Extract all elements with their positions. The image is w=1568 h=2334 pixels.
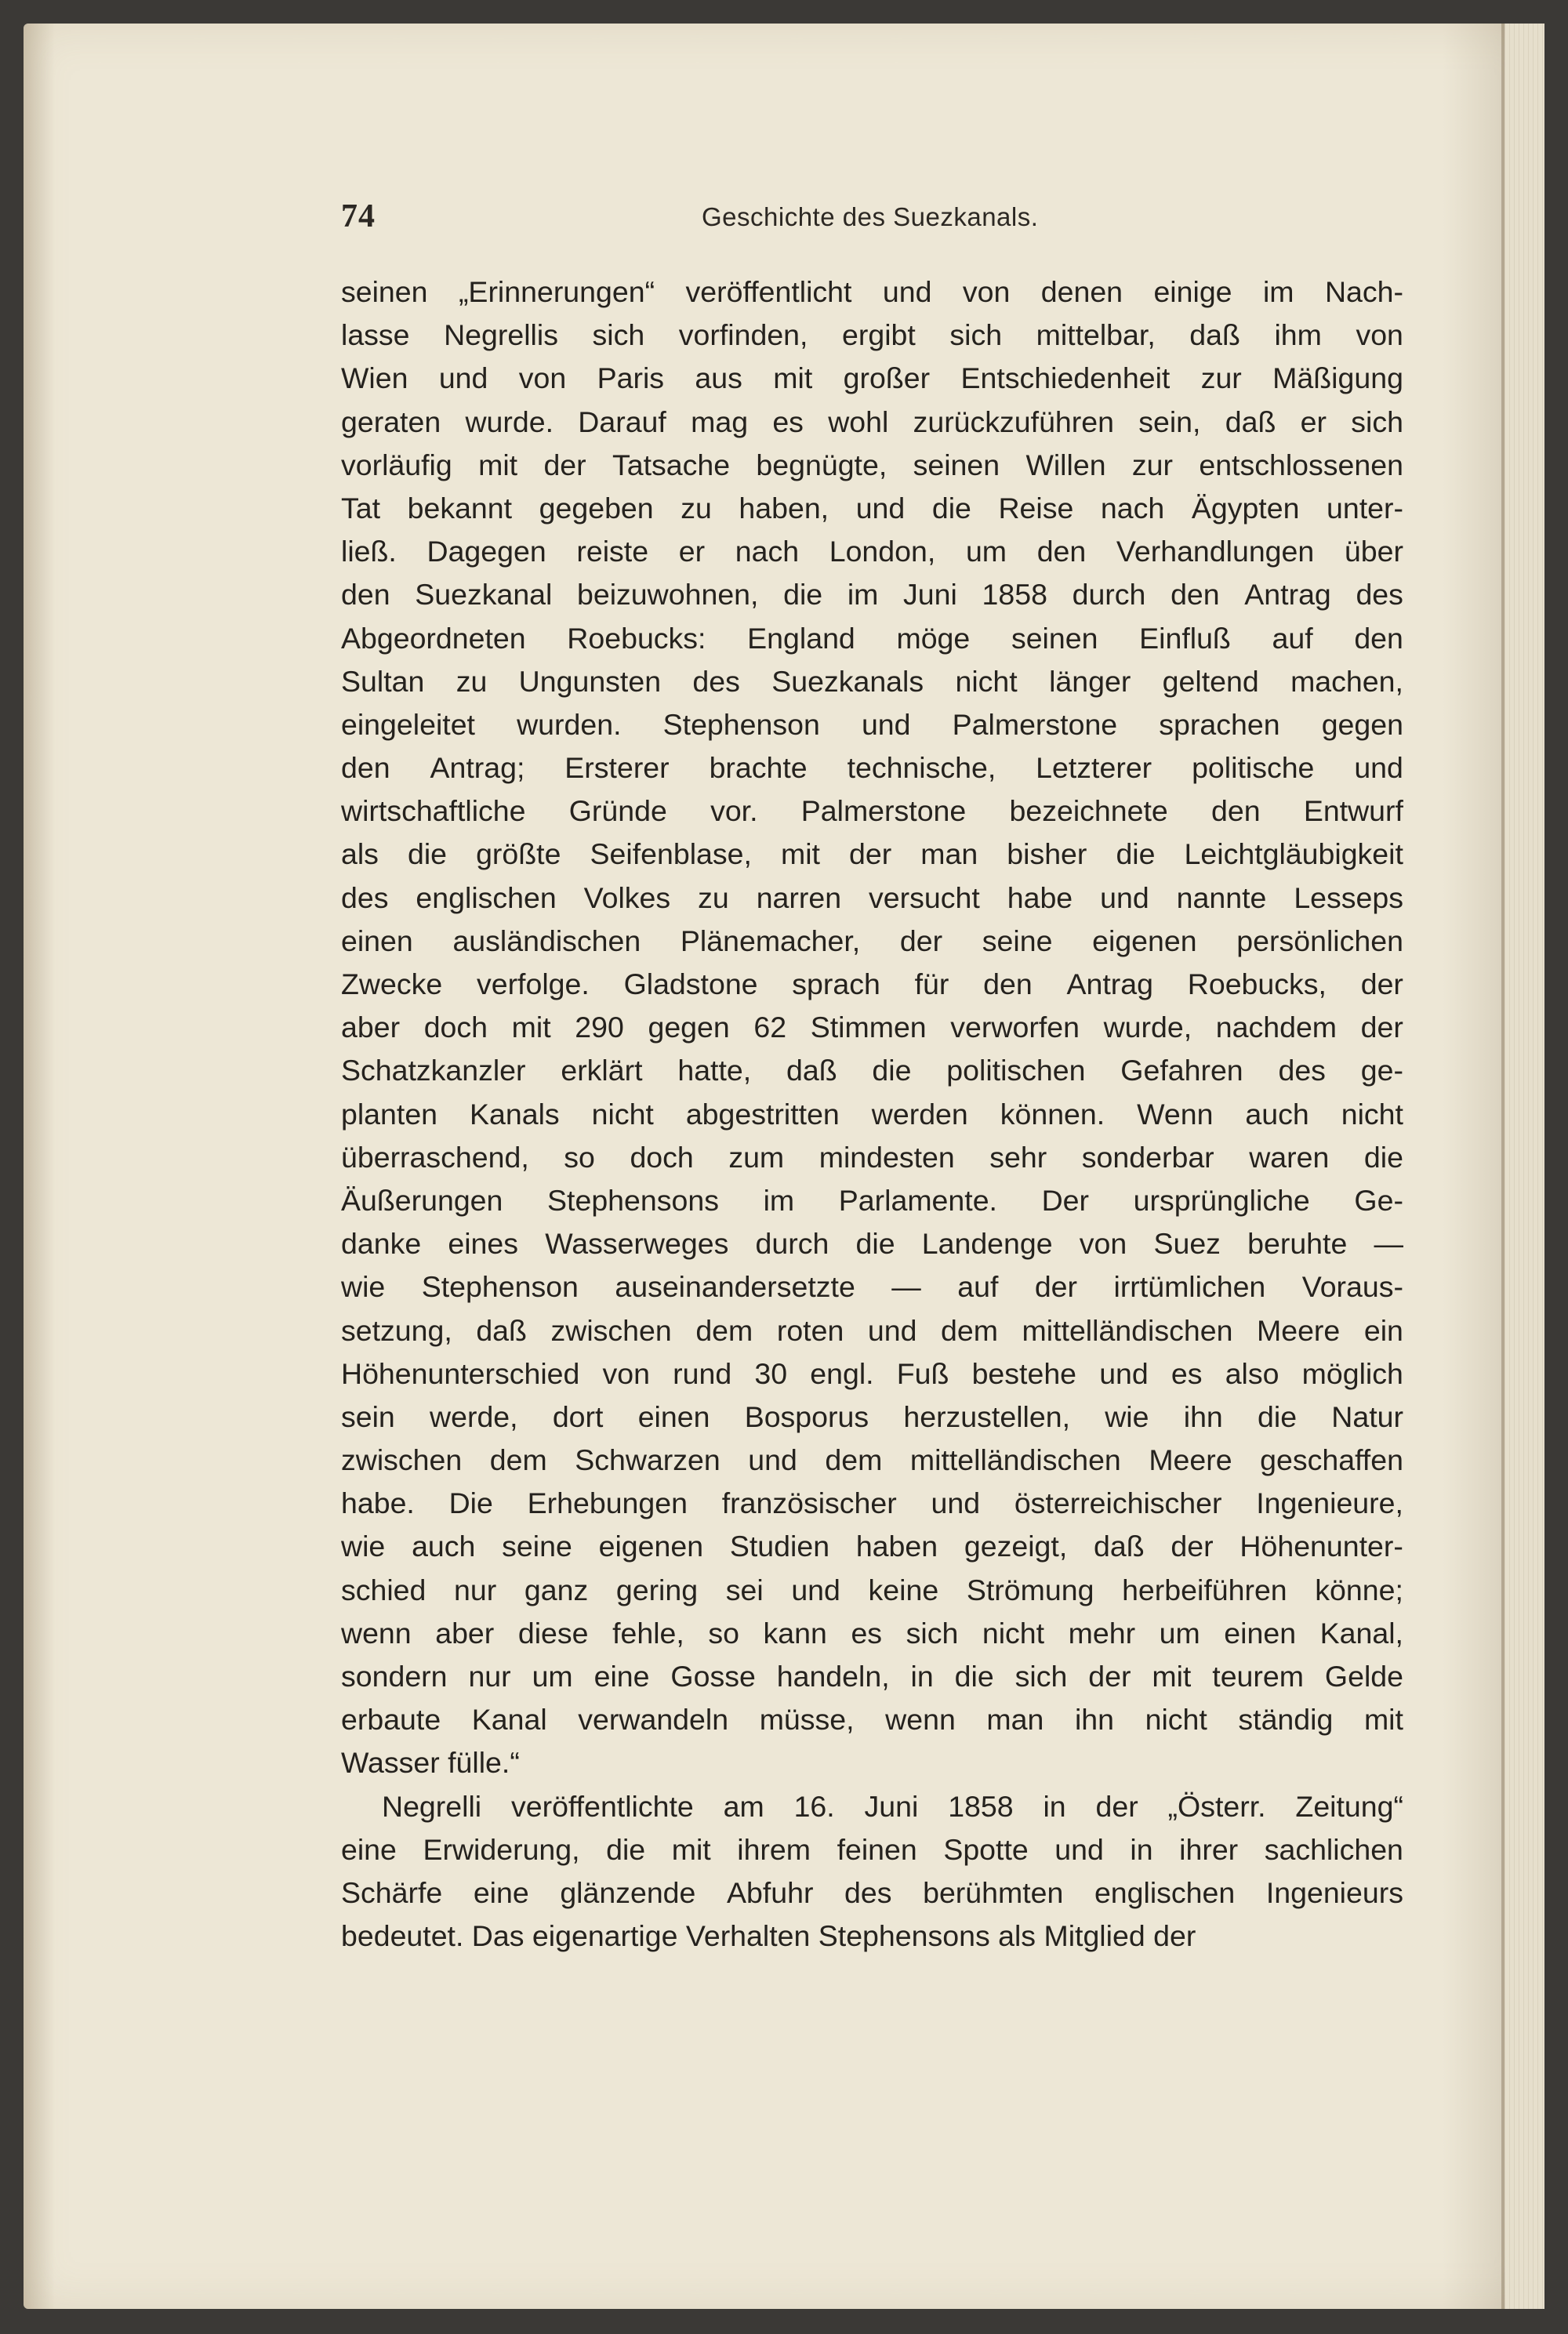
text-line: den Antrag; Ersterer brachte technische, Letzterer politische und	[341, 751, 1403, 785]
text-line: wie Stephenson auseinandersetzte — auf der irrtümlichen Voraus-	[341, 1270, 1403, 1304]
text-line: Sultan zu Ungunsten des Suezkanals nicht länger geltend machen,	[341, 664, 1403, 698]
page-header	[341, 198, 1407, 245]
text-line: eine Erwiderung, die mit ihrem feinen Spotte und in ihrer sachlichen	[341, 1832, 1403, 1866]
text-line: vorläufig mit der Tatsache begnügte, seinen Willen zur entschlossenen	[341, 448, 1403, 481]
text-line: ließ. Dagegen reiste er nach London, um den Verhandlungen über	[341, 535, 1403, 568]
text-line: habe. Die Erhebungen französischer und österreichischer Ingenieure,	[341, 1486, 1403, 1520]
text-line: sondern nur um eine Gosse handeln, in die sich der mit teurem Gelde	[341, 1660, 1403, 1693]
page-number: 74	[341, 198, 376, 234]
text-line: überraschend, so doch zum mindesten sehr sonderbar waren die	[341, 1140, 1403, 1174]
text-line: des englischen Volkes zu narren versucht habe und nannte Lesseps	[341, 880, 1403, 914]
text-line: geraten wurde. Darauf mag es wohl zurückzuführen sein, daß er sich	[341, 405, 1403, 438]
text-line: Schärfe eine glänzende Abfuhr des berühmten englischen Ingenieurs	[341, 1875, 1403, 1909]
text-line: wirtschaftliche Gründe vor. Palmerstone bezeichnete den Entwurf	[341, 794, 1403, 828]
text-line: bedeutet. Das eigenartige Verhalten Stephensons als Mitglied der	[341, 1919, 1196, 1953]
page-left-edge	[24, 24, 55, 2309]
text-line: Tat bekannt gegeben zu haben, und die Reise nach Ägypten unter-	[341, 491, 1403, 525]
body-text	[341, 270, 1403, 1958]
running-title: Geschichte des Suezkanals.	[702, 202, 1039, 231]
text-line: Höhenunterschied von rund 30 engl. Fuß bestehe und es also möglich	[341, 1356, 1403, 1390]
text-line: planten Kanals nicht abgestritten werden können. Wenn auch nicht	[341, 1097, 1403, 1131]
text-line: lasse Negrellis sich vorfinden, ergibt sich mittelbar, daß ihm von	[341, 318, 1403, 352]
text-line: den Suezkanal beizuwohnen, die im Juni 1858 durch den Antrag des	[341, 578, 1403, 612]
text-line: Äußerungen Stephensons im Parlamente. Der ursprüngliche Ge-	[341, 1183, 1403, 1217]
text-line: eingeleitet wurden. Stephenson und Palmerstone sprachen gegen	[341, 707, 1403, 741]
binding-line	[1501, 24, 1504, 2309]
text-line: erbaute Kanal verwandeln müsse, wenn man ihn nicht ständig mit	[341, 1703, 1403, 1737]
text-line: einen ausländischen Plänemacher, der seine eigenen persönlichen	[341, 924, 1403, 957]
text-line: wenn aber diese fehle, so kann es sich nicht mehr um einen Kanal,	[341, 1616, 1403, 1650]
text-line: wie auch seine eigenen Studien haben gezeigt, daß der Höhenunter-	[341, 1530, 1403, 1563]
page-leaf-stack	[1505, 24, 1544, 2309]
text-line: danke eines Wasserweges durch die Landenge von Suez beruhte —	[341, 1227, 1403, 1261]
text-line: aber doch mit 290 gegen 62 Stimmen verworfen wurde, nachdem der	[341, 1011, 1403, 1044]
text-line: zwischen dem Schwarzen und dem mittelländischen Meere geschaffen	[341, 1443, 1403, 1477]
text-line: Wasser fülle.“	[341, 1746, 520, 1780]
text-line: Zwecke verfolge. Gladstone sprach für den Antrag Roebucks, der	[341, 967, 1403, 1000]
text-line: Schatzkanzler erklärt hatte, daß die politischen Gefahren des ge-	[341, 1054, 1403, 1087]
text-line: Negrelli veröffentlichte am 16. Juni 1858 in der „Österr. Zeitung“	[382, 1789, 1403, 1823]
text-line: als die größte Seifenblase, mit der man bisher die Leichtgläubigkeit	[341, 837, 1403, 871]
text-line: seinen „Erinnerungen“ veröffentlicht und von denen einige im Nach-	[341, 275, 1403, 308]
text-line: sein werde, dort einen Bosporus herzustellen, wie ihn die Natur	[341, 1399, 1403, 1433]
text-line: Abgeordneten Roebucks: England möge seinen Einfluß auf den	[341, 621, 1403, 655]
text-line: Wien und von Paris aus mit großer Entschiedenheit zur Mäßigung	[341, 361, 1403, 395]
text-line: schied nur ganz gering sei und keine Strömung herbeiführen könne;	[341, 1573, 1403, 1606]
text-line: setzung, daß zwischen dem roten und dem mittelländischen Meere ein	[341, 1313, 1403, 1347]
